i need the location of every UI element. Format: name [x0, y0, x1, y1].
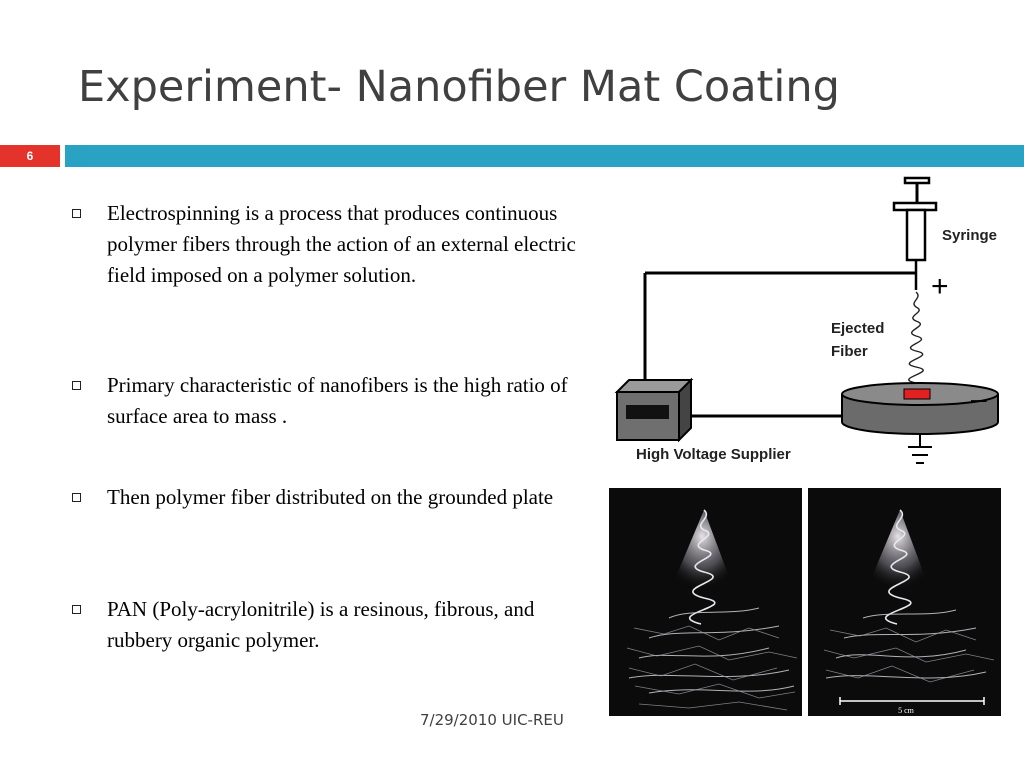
ejected-fiber-label-line1: Ejected [831, 320, 885, 337]
ground-icon [908, 434, 932, 463]
syringe-label: Syringe [942, 227, 998, 244]
header-accent-bar [65, 145, 1024, 167]
electrospinning-diagram [605, 170, 1024, 475]
square-bullet-icon [72, 381, 81, 390]
negative-terminal: – [971, 383, 987, 414]
bullet-item [70, 594, 600, 656]
voltage-supplier-icon [617, 380, 691, 440]
positive-terminal: + [931, 270, 949, 303]
bullet-text: Electrospinning is a process that produces continuous polymer fibers through the action of an external electric field imposed on a polymer solution. [107, 201, 576, 287]
scale-label: 5 cm [898, 706, 914, 715]
bullet-text: PAN (Poly-acrylonitrile) is a resinous, fibrous, and rubbery organic polymer. [107, 597, 535, 652]
square-bullet-icon [72, 605, 81, 614]
slide-title: Experiment- Nanofiber Mat Coating [78, 62, 840, 112]
slide-number: 6 [26, 149, 34, 163]
voltage-supplier-label: High Voltage Supplier [636, 446, 791, 463]
slide-footer: 7/29/2010 UIC-REU [420, 711, 564, 729]
square-bullet-icon [72, 493, 81, 502]
bullet-item [70, 370, 600, 432]
ejected-fiber-label-line2: Fiber [831, 343, 868, 360]
fiber-photo-right [808, 488, 1001, 716]
square-bullet-icon [72, 209, 81, 218]
bullet-text: Primary characteristic of nanofibers is the high ratio of surface area to mass . [107, 373, 568, 428]
bullet-text: Then polymer fiber distributed on the grounded plate [107, 485, 554, 509]
bullet-item [70, 198, 600, 291]
fiber-photo-left [609, 488, 802, 716]
fiber-spiral [909, 292, 923, 383]
bullet-item [70, 482, 553, 513]
